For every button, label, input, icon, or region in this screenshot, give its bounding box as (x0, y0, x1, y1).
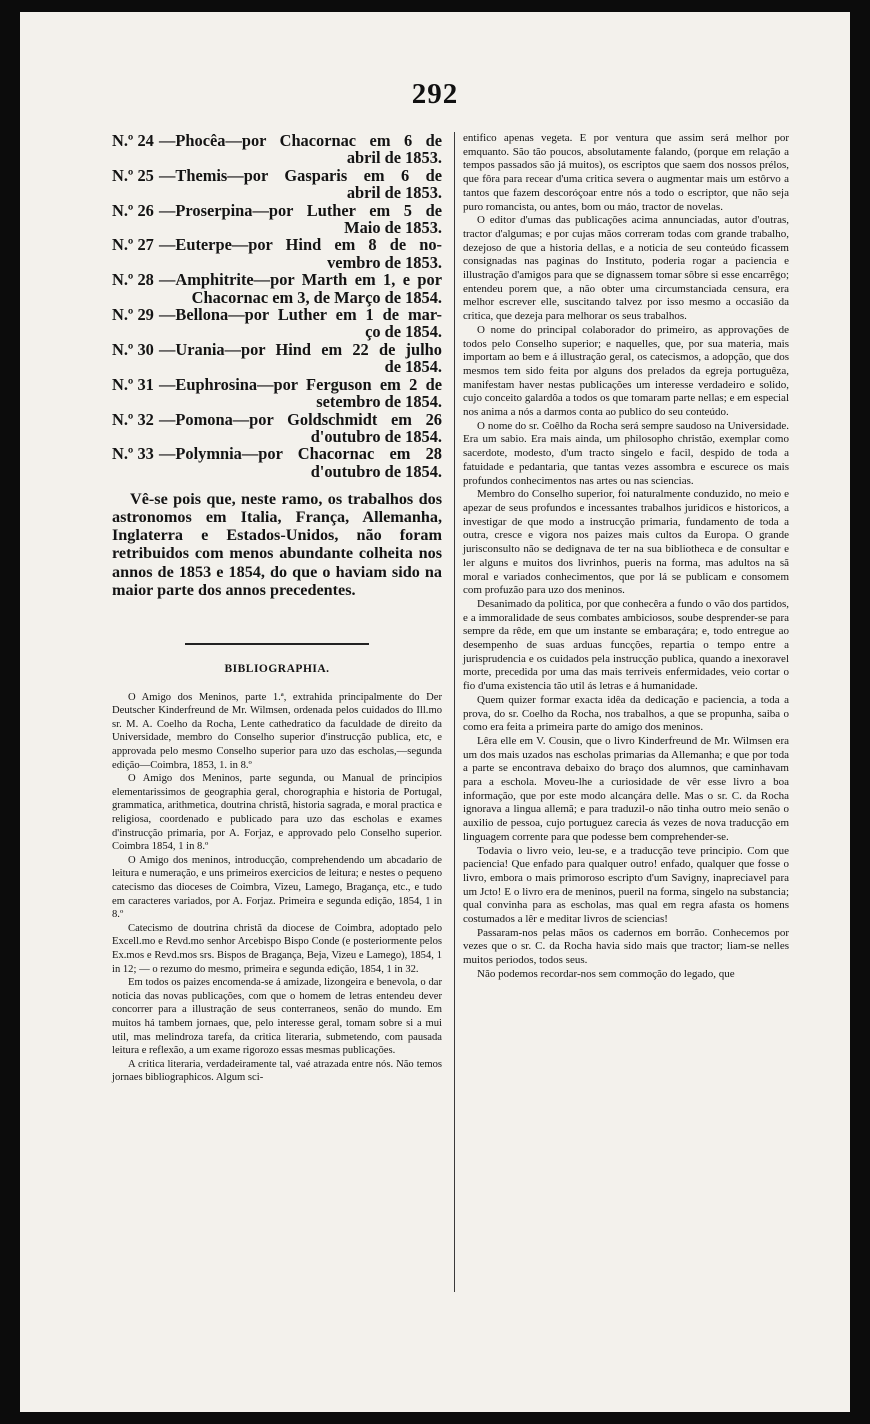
asteroid-date: de 1854. (384, 357, 442, 377)
body-paragraph: Passaram-nos pelas mãos os cadernos em borrão. Conhecemos por vezes que o sr. C. da Rocha havia sido mais que tractor; liam-se nelles muitos periodos, todos seus. (463, 926, 789, 967)
asteroid-text: —Urania—por Hind em 22 de julho (159, 339, 442, 359)
asteroid-text: —Proserpina—por Luther em 5 de (159, 200, 442, 220)
body-paragraph: Em todos os paizes encomenda-se á amizade, lizongeira e benevola, o dar noticia das novas publicações, com que o homem de letras entendeu dever concorrer para a illustração de seus conterraneos, senão do mundo. Em muitos há tambem jornaes, que, pelo interesse geral, tomam sobre si a mui util, mas melindroza tarefa, da critica literaria, submetendo, com pausada leitura e reflexão, a um exame rigorozo essas mesmas publicações. (112, 977, 442, 1057)
body-paragraph: entifico apenas vegeta. E por ventura que assim será melhor por emquanto. São tão poucos, absolutamente falando, (porque em relação a tempos passados são já muitos), os escriptos que saem dos nossos prélos, que fôra para recear d'uma critica severa o augmentar mais um estôrvo a tantos que fazem descoróçoar entre nós a todo o escriptor, que não seja puro romancista, ou antes, bom ou máo, tractor de novelas. (463, 132, 789, 213)
asteroid-date: abril de 1853. (346, 148, 442, 168)
asteroid-text: —Polymnia—por Chacornac em 28 (159, 444, 442, 464)
column-divider (454, 132, 455, 1292)
body-paragraph: Lêra elle em V. Cousin, que o livro Kinderfreund de Mr. Wilmsen era um dos mais uzados nas escholas primarias da Allemanha; e que por toda a parte se encontrava debaixo do braço dos alumnos, que caminhavam para a eschola. Moveu-lhe a curiosidade de vêr esse livro a boa informação, que por este modo alcançára delle. Mas o sr. C. da Rocha ignorava a lingua allemã; e para traduzil-o não tinha outro meio senão o auxilio de pessoa, cujo portuguez carecia ás vezes de nova traducção em linguagem corrente para que podesse bem comprehender-se. (463, 734, 789, 843)
asteroid-date: d'outubro de 1854. (310, 461, 442, 481)
asteroid-date: d'outubro de 1854. (310, 426, 442, 446)
asteroid-entry (112, 236, 442, 271)
body-paragraph: Não podemos recordar-nos sem commoção do legado, que (477, 967, 735, 980)
asteroid-date: ço de 1854. (365, 322, 442, 342)
asteroid-number: N.º 30 (112, 339, 154, 359)
asteroid-number: N.º 28 (112, 270, 154, 290)
bibliography-entry: O Amigo dos Meninos, parte 1.ª, extrahida principalmente do Der Deutscher Kinderfreund de Mr. Wilmsen, ordenada pelos cuidados do Ill.mo sr. M. A. Coelho da Rocha, Lente cathedratico da faculdade de direito da Universidade, membro do Conselho superior d'instrucção publica, etc, e approvada pelo mesmo Conselho superior para uzo das escholas,—segunda edição—Coimbra, 1853, 1. in 8.º (112, 691, 442, 771)
bibliography-entry: O Amigo dos Meninos, parte segunda, ou Manual de principios elementarissimos de geographia geral, chorographia e historia de Portugal, grammatica, arithmetica, doutrina christã, historia sagrada, e moral practica e religiosa, coordenado e publicado para uzo das escholas e exames d'instrucção primaria, por A. Forjaz, e approvado pelo Conselho superior. Coimbra 1854, 1 in 8.º (112, 773, 442, 853)
asteroid-text: —Euphrosina—por Ferguson em 2 de (159, 374, 442, 394)
body-paragraph: O editor d'umas das publicações acima annunciadas, autor d'outras, tractor d'algumas; e por cujas mãos correram todas com grande trabalho, dezejoso de que a historia dellas, e a noticia de seu conteúdo ficassem consignadas nas paginas do Instituto, poderia rogar a paciencia e illustração d'amigos para que se dignassem tomar sôbre si esse encarrêgo; entendeu porem que, a não obter uma circumstanciada censura, era melhor escrever elle, suscitando talvez por isso mesmo a occasião da critica, que dezeja para melhorar os seus trabalhos. (463, 214, 789, 323)
asteroid-number: N.º 24 (112, 131, 154, 150)
asteroid-entry (112, 167, 442, 202)
asteroid-entry (112, 445, 442, 480)
body-paragraph: Desanimado da politica, por que conhecêra a fundo o vão dos partidos, e a immoralidade de seus combates ambiciosos, soube desprender-se para sempre da rêde, em que um instante se embaraçára; e, todo entregue ao desempenho de suas arduas funcções, repartia o tempo entre a jurisprudencia e os cuidados pela instrucção publica, quando a inexoravel morte, precedida por uma das mais terriveis enfermidades, veio cortar o fio d'uma existencia tão util ás letras e á humanidade. (463, 597, 789, 693)
asteroid-number: N.º 33 (112, 444, 154, 464)
document-page (20, 12, 850, 1412)
asteroid-number: N.º 26 (112, 200, 154, 220)
asteroid-entry (112, 341, 442, 376)
right-column (463, 132, 789, 982)
body-paragraph: A critica literaria, verdadeiramente tal, vaé atrazada entre nós. Não temos jornaes bibliographicos. Algum sci- (112, 1058, 442, 1084)
body-paragraph: O nome do sr. Coêlho da Rocha será sempre saudoso na Universidade. Era um sabio. Era mais ainda, um philosopho christão, exemplar como sacerdote, modesto, d'um tracto singelo e facil, despido de toda a fatuidade e pedantaria, que tantas vezes assombra e escurece os mais profundos conhecimentos nas artes ou nas sciencias. (463, 419, 789, 487)
asteroid-number: N.º 29 (112, 305, 154, 325)
asteroid-number: N.º 31 (112, 374, 154, 394)
asteroid-text: —Euterpe—por Hind em 8 de no- (159, 235, 442, 255)
asteroid-entry (112, 376, 442, 411)
asteroid-number: N.º 25 (112, 165, 154, 185)
summary-paragraph: Vê-se pois que, neste ramo, os trabalhos dos astronomos em Italia, França, Allemanha, Inglaterra e Estados-Unidos, não foram retribuidos com menos abundante colheita nos annos de 1853 e 1854, do que o haviam sido na maior parte dos annos precedentes. (112, 490, 442, 599)
asteroid-text: —Bellona—por Luther em 1 de mar- (159, 305, 442, 325)
body-paragraph: Todavia o livro veio, leu-se, e a traducção teve principio. Com que paciencia! Que enfado para qualquer outro! enfado, qualquer que fosse o livro, embora o mais primoroso escripto d'um Savigny, inapreciavel para um Jcto! E o livro era de meninos, pueril na forma, singelo na substancia; qual convinha para as escholas, mas qual em regra afasta os homens costumados a lêr e meditar livros de sciencias! (463, 844, 789, 926)
body-paragraph: Quem quizer formar exacta idêa da dedicação e paciencia, a toda a prova, do sr. Coelho da Rocha, nos trabalhos, a que se propunha, saiba o como era feita a primeira parte do amigo dos meninos. (463, 693, 789, 734)
body-paragraph: Membro do Conselho superior, foi naturalmente conduzido, no meio e apezar de seus profundos e incessantes trabalhos juridicos e historicos, a investigar de que modo a instrucção primaria, fundamento de toda a outra, cresce e vigora nos paizes mais cultos da Europa. O grande jurisconsulto não se dedignava de ter na sua bibliotheca e de consultar e ler alguns e muitos dos livrinhos, pueris na forma, mas adultos na sã moral e variados conhecimentos, que por lá se publicam e consomem com profuzão para uzo dos meninos. (463, 488, 789, 597)
asteroid-text: —Themis—por Gasparis em 6 de (159, 165, 442, 185)
section-title: BIBLIOGRAPHIA. (224, 662, 330, 675)
asteroid-date: setembro de 1854. (316, 392, 442, 412)
asteroid-date: Chacornac em 3, de Março de 1854. (191, 287, 442, 307)
asteroid-entry (112, 202, 442, 237)
section-divider (185, 643, 369, 645)
asteroid-entry (112, 271, 442, 306)
asteroid-text: —Phocêa—por Chacornac em 6 de (159, 131, 442, 150)
bibliography-entry: O Amigo dos meninos, introducção, comprehendendo um abcadario de leitura e numeração, e uns primeiros exercicios de leitura; e nestes o pequeno catecismo das dioceses de Coimbra, Vizeu, Lamego, Bragança, etc., e tudo em caracteres variados, por A. Forjaz. Primeira e segunda edição, 1854, 1 in 8.º (112, 854, 442, 921)
asteroid-entry (112, 132, 442, 167)
asteroid-entry (112, 306, 442, 341)
asteroid-text: —Amphitrite—por Marth em 1, e por (159, 270, 442, 290)
page-number: 292 (411, 78, 459, 110)
asteroid-number: N.º 27 (112, 235, 154, 255)
asteroid-list (112, 132, 442, 480)
asteroid-number: N.º 32 (112, 409, 154, 429)
asteroid-entry (112, 411, 442, 446)
asteroid-date: abril de 1853. (346, 183, 442, 203)
asteroid-date: vembro de 1853. (327, 252, 442, 272)
bibliography-entry: Catecismo de doutrina christã da diocese de Coimbra, adoptado pelo Excell.mo e Revd.mo senhor Arcebispo Bispo Conde (e posteriormente pelos Ex.mos e Revd.mos srs. Bispos de Bragança, Beja, Vizeu e Lamego), 1854, 1 in 12; — o rezumo do mesmo, primeira e segunda edição, 1854, 1 in 32. (112, 922, 442, 975)
asteroid-date: Maio de 1853. (344, 218, 442, 238)
left-column (112, 132, 442, 1085)
asteroid-text: —Pomona—por Goldschmidt em 26 (159, 409, 442, 429)
body-paragraph: O nome do principal colaborador do primeiro, as approvações de todos pelo Conselho superior; e naquelles, que, por sua materia, mais importam ao bem e á illustração geral, os catecismos, a adopção, que dos mesmos tem sido feita por alguns dos prelados da egreja portuguêza, manifestam haver nestas publicações um interesse verdadeiro e solido, cujo conceito galardôa a todos os que tomaram parte nellas; e em especial nos anima a nós a darmos conta ao publico do seu conteúdo. (463, 323, 789, 419)
